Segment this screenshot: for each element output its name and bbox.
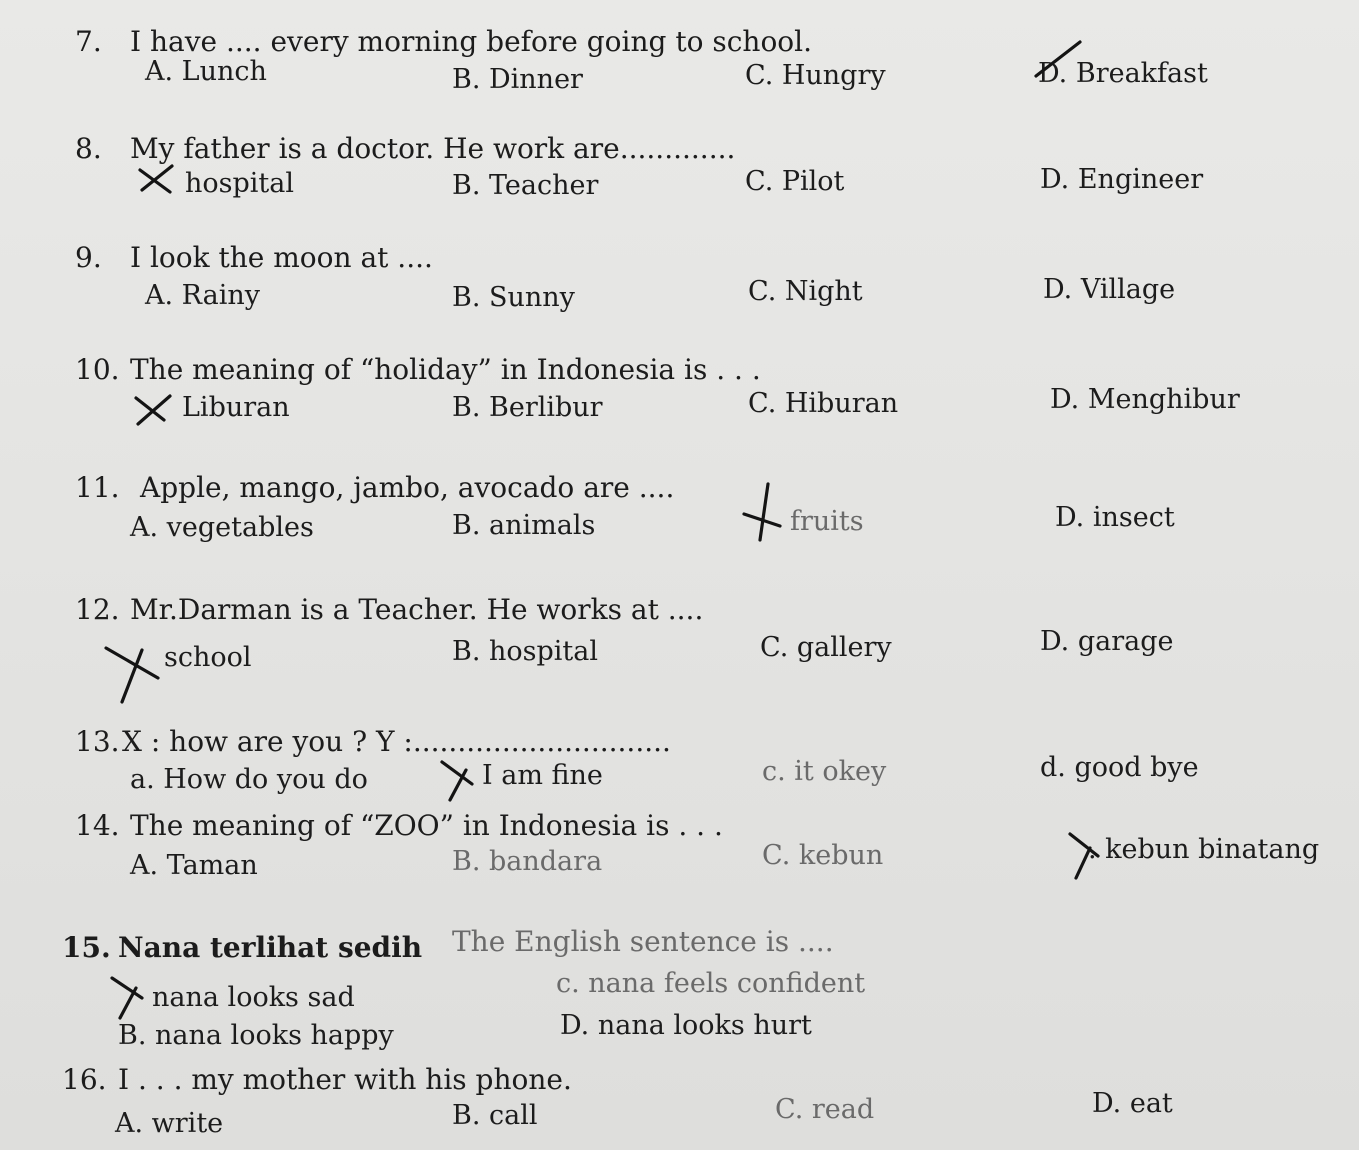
option-c[interactable]: fruits: [790, 506, 864, 537]
question-number: 16.: [62, 1063, 107, 1096]
option-a[interactable]: A. Lunch: [145, 56, 267, 87]
question-number: 15.: [62, 931, 111, 964]
question-text: Apple, mango, jambo, avocado are ....: [140, 471, 675, 504]
option-c[interactable]: C. Hiburan: [748, 388, 899, 419]
question-text: Nana terlihat sedih: [118, 931, 423, 964]
question-number: 7.: [75, 25, 102, 58]
option-b[interactable]: B. animals: [452, 510, 596, 541]
option-b[interactable]: I am fine: [482, 760, 603, 791]
option-b[interactable]: B. Teacher: [452, 170, 599, 201]
option-b[interactable]: B. Berlibur: [452, 392, 603, 423]
question-number: 11.: [75, 471, 120, 504]
option-c[interactable]: c. it okey: [762, 756, 887, 787]
option-c[interactable]: C. kebun: [762, 840, 884, 871]
option-c[interactable]: C. Night: [748, 276, 863, 307]
option-a[interactable]: school: [164, 642, 252, 673]
question-number: 10.: [75, 353, 120, 386]
answer-cross-mark: [436, 756, 482, 806]
answer-cross-mark: [100, 636, 166, 706]
option-b[interactable]: B. Sunny: [452, 282, 575, 313]
question-text: I have .... every morning before going to school.: [130, 25, 813, 58]
answer-cross-mark: [132, 160, 182, 202]
option-b[interactable]: B. call: [452, 1100, 538, 1131]
option-c[interactable]: C. Pilot: [745, 166, 845, 197]
option-b[interactable]: B. bandara: [452, 846, 603, 877]
option-d[interactable]: D. insect: [1055, 502, 1175, 533]
option-a[interactable]: nana looks sad: [152, 982, 355, 1013]
option-d[interactable]: D. garage: [1040, 626, 1174, 657]
option-a[interactable]: a. How do you do: [130, 764, 368, 795]
option-c[interactable]: C. Hungry: [745, 60, 886, 91]
option-a[interactable]: A. Rainy: [145, 280, 260, 311]
question-text: The meaning of “holiday” in Indonesia is . . .: [130, 353, 761, 386]
question-number: 8.: [75, 132, 102, 165]
question-number: 9.: [75, 241, 102, 274]
option-c[interactable]: C. gallery: [760, 632, 892, 663]
option-d[interactable]: d. good bye: [1040, 752, 1199, 783]
option-d[interactable]: D. Menghibur: [1050, 384, 1240, 415]
option-a[interactable]: hospital: [185, 168, 295, 199]
option-b[interactable]: B. nana looks happy: [118, 1020, 394, 1051]
question-text: I . . . my mother with his phone.: [118, 1063, 572, 1096]
option-d[interactable]: D. Village: [1043, 274, 1176, 305]
question-text: The meaning of “ZOO” in Indonesia is . . .: [130, 809, 723, 842]
question-text: I look the moon at ....: [130, 241, 433, 274]
option-a[interactable]: A. Taman: [130, 850, 258, 881]
answer-cross-mark: [106, 972, 156, 1024]
option-c[interactable]: C. read: [775, 1094, 875, 1125]
option-d[interactable]: . kebun binatang: [1088, 834, 1320, 865]
option-d[interactable]: D. Engineer: [1040, 164, 1204, 195]
question-number: 13.: [75, 725, 120, 758]
question-number: 12.: [75, 593, 120, 626]
option-a[interactable]: Liburan: [182, 392, 290, 423]
answer-cross-mark: [130, 390, 180, 432]
option-c[interactable]: c. nana feels confident: [556, 968, 866, 999]
option-d[interactable]: D. Breakfast: [1038, 58, 1208, 89]
option-d[interactable]: D. eat: [1092, 1088, 1173, 1119]
question-subtext: The English sentence is ....: [452, 925, 834, 958]
option-a[interactable]: A. vegetables: [130, 512, 314, 543]
question-text: My father is a doctor. He work are.............: [130, 132, 736, 165]
question-number: 14.: [75, 809, 120, 842]
answer-check-mark: [1030, 36, 1090, 86]
option-d[interactable]: D. nana looks hurt: [560, 1010, 812, 1041]
question-text: Mr.Darman is a Teacher. He works at ....: [130, 593, 704, 626]
answer-cross-mark: [738, 480, 788, 546]
option-b[interactable]: B. Dinner: [452, 64, 583, 95]
option-a[interactable]: A. write: [115, 1108, 224, 1139]
question-text: X : how are you ? Y :.............................: [122, 725, 671, 758]
option-b[interactable]: B. hospital: [452, 636, 599, 667]
